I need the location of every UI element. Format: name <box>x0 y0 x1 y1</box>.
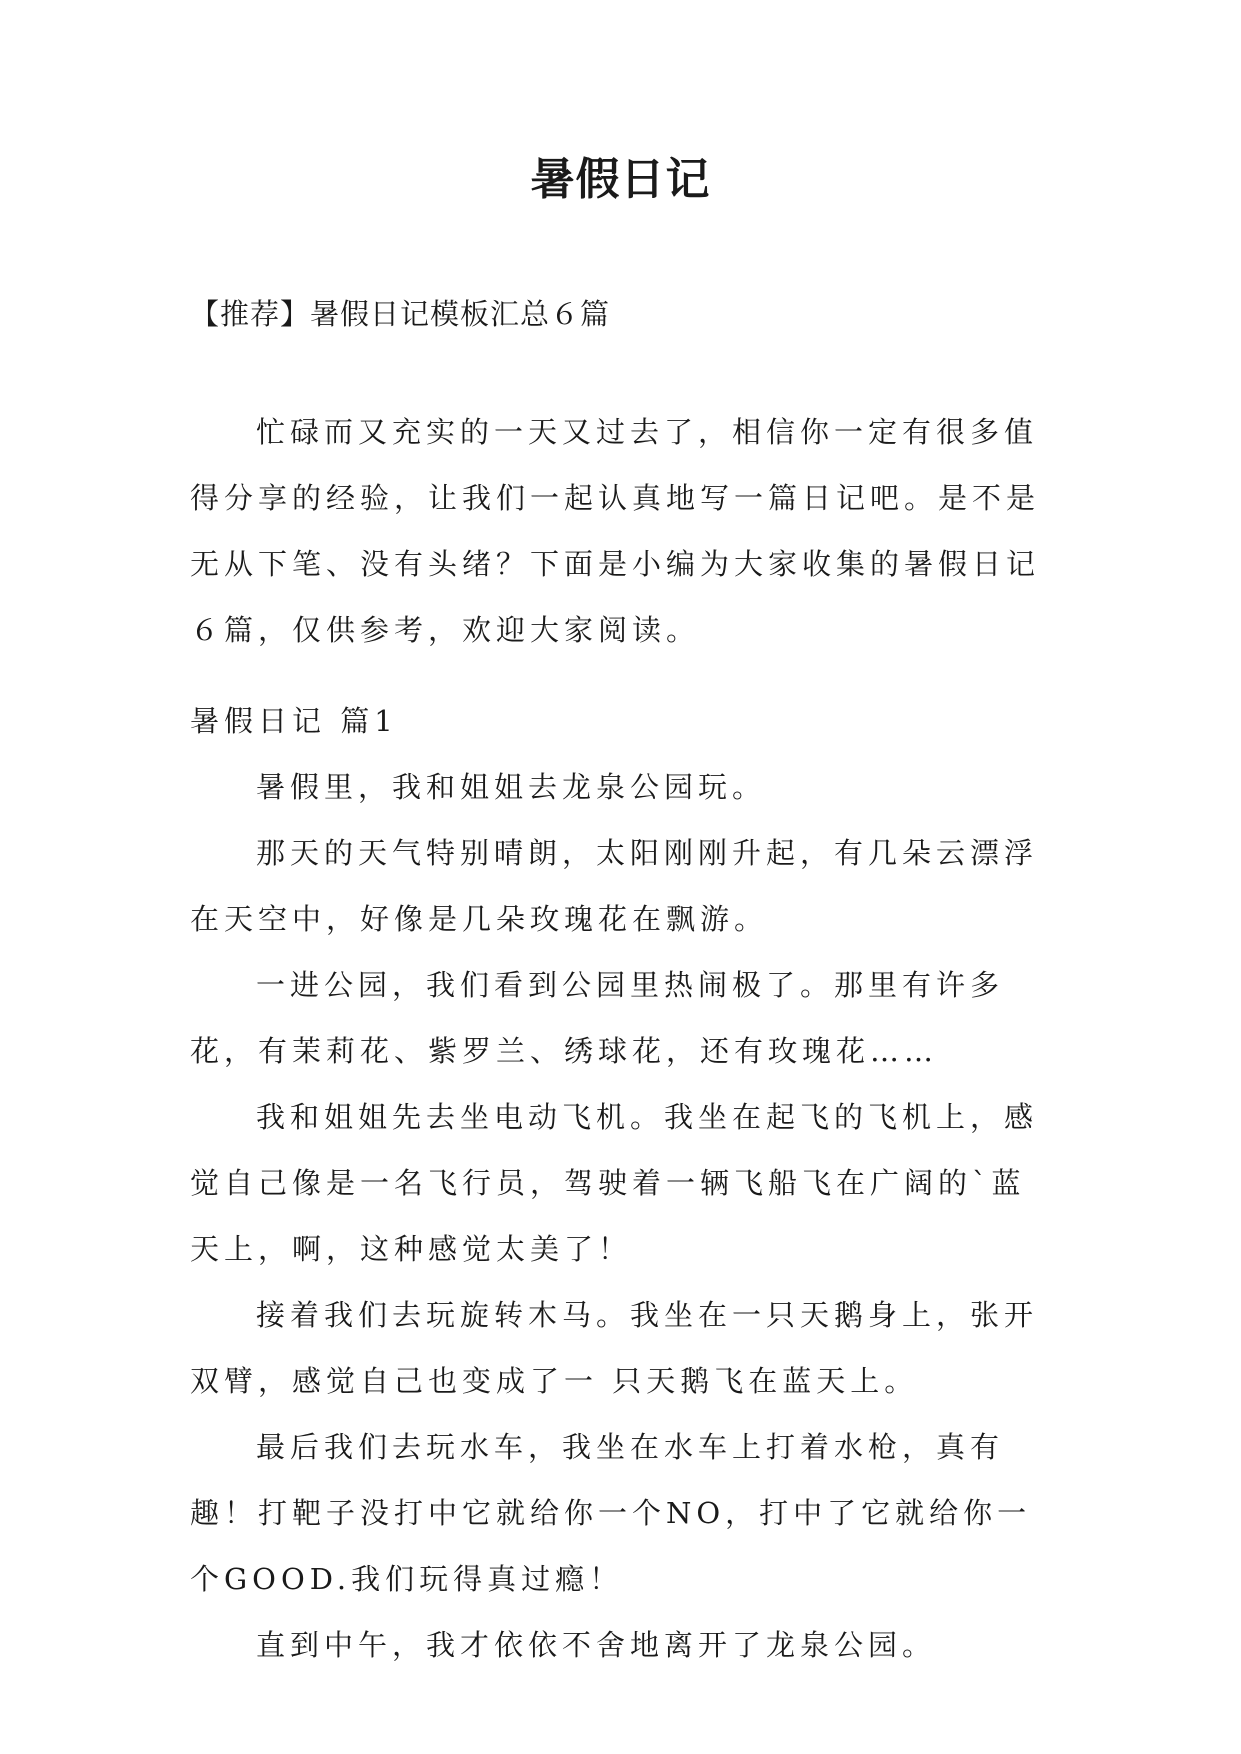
paragraph: 我和姐姐先去坐电动飞机。我坐在起飞的飞机上，感觉自己像是一名飞行员，驾驶着一辆飞船飞在广阔的`蓝天上，啊，这种感觉太美了！ <box>190 1100 1039 1266</box>
intro-paragraph: 忙碌而又充实的一天又过去了，相信你一定有很多值得分享的经验，让我们一起认真地写一篇日记吧。是不是无从下笔、没有头绪？下面是小编为大家收集的暑假日记６篇，仅供参考，欢迎大家阅读。 <box>190 415 1041 647</box>
paragraph: 接着我们去玩旋转木马。我坐在一只天鹅身上，张开双臂，感觉自己也变成了一 只天鹅飞在蓝天上。 <box>190 1298 1039 1398</box>
document-subtitle: 【推荐】暑假日记模板汇总６篇 <box>190 297 611 331</box>
paragraph: 直到中午，我才依依不舍地离开了龙泉公园。 <box>256 1628 937 1662</box>
intro-section <box>190 399 1058 663</box>
paragraph: 暑假里，我和姐姐去龙泉公园玩。 <box>256 770 767 804</box>
diary-section-1 <box>190 688 1058 1678</box>
document-title: 暑假日记 <box>530 154 711 205</box>
paragraph: 最后我们去玩水车，我坐在水车上打着水枪，真有趣！打靶子没打中它就给你一个NO，打中了它就给你一个GOOD.我们玩得真过瘾！ <box>190 1430 1032 1596</box>
paragraph: 一进公园，我们看到公园里热闹极了。那里有许多花，有茉莉花、紫罗兰、绣球花，还有玫瑰花…… <box>190 968 1005 1068</box>
paragraph: 那天的天气特别晴朗，太阳刚刚升起，有几朵云漂浮在天空中，好像是几朵玫瑰花在飘游。 <box>190 836 1039 936</box>
section-heading: 暑假日记 篇1 <box>190 704 398 738</box>
